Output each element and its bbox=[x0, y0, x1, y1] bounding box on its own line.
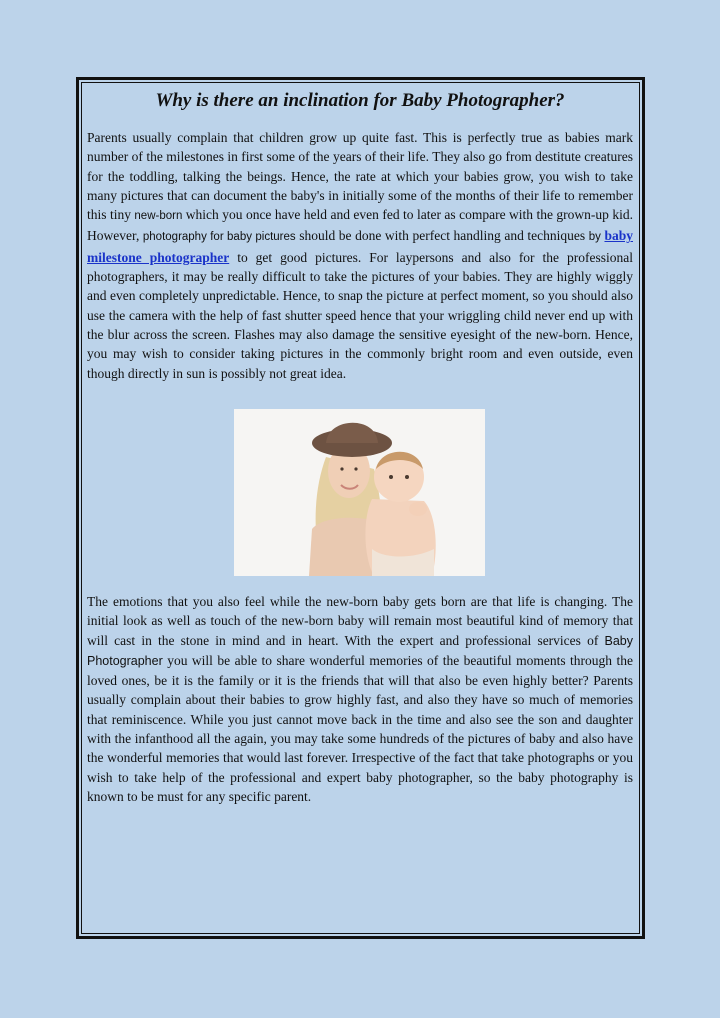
newborn-term: new-born bbox=[134, 210, 183, 223]
paragraph-2-text-b: you will be able to share wonderful memories of the beautiful moments through the loved ones, be it is the family or it is the friends that will that also be even highly better? Parents usually complain about their babies to grow highly fast, and also they have so much of memories that reminiscence. While you just cannot move back in the time and also see the son and daughter with the infanthood all the again, you may take some hundreds of the pictures of baby and also have the wonderful memories that would last forever. Irrespective of the fact that take photographs or you wish to take help of the professional and expert baby photographer, so the baby photography is known to be must for any specific parent. bbox=[87, 652, 633, 804]
paragraph-1-text-a: Parents usually complain that children grow up quite fast. This is perfectly true as babies mark number of the milestones in first some of the years of their life. They also go from destitute creatures for the toddling, talking the beings. Hence, the rate at which your babies grow, you wish to take many pictures that can document the baby's in initially some of the months of their life to remember this tiny bbox=[87, 130, 633, 223]
paragraph-1-text-d: to get good pictures. For laypersons and also for the professional photographers, it may be really difficult to take the pictures of your babies. They are highly wiggly and even completely unpredictable. Hence, to snap the picture at perfect moment, so you should also use the camera with the help of fast shutter speed hence that your wriggling child never end up with the blur across the screen. Flashes may also damage the sensitive eyesight of the new-born. Hence, you may wish to consider taking pictures in the commonly bright room and even outside, even though directly in sun is possibly not great idea. bbox=[87, 249, 633, 381]
mother-with-baby-photo bbox=[234, 409, 485, 576]
paragraph-2-text-a: The emotions that you also feel while the new-born baby gets born are that life is changing. The initial look as well as touch of the new-born baby will remain most beautiful kind of memory that will cast in the stone in mind and in heart. With the expert and professional services of bbox=[87, 594, 633, 648]
paragraph-1-text-b: which you once have held and even fed to later as compare with the grown-up kid. However, bbox=[87, 207, 633, 244]
paragraph-1 bbox=[87, 128, 633, 383]
page-title: Why is there an inclination for Baby Photographer? bbox=[155, 90, 565, 111]
by-word: by bbox=[588, 231, 601, 244]
photo-illustration bbox=[234, 409, 485, 576]
paragraph-2 bbox=[87, 592, 633, 806]
baby-milestone-photographer-link[interactable]: baby milestone photographer bbox=[87, 228, 633, 265]
paragraph-1-text-c: should be done with perfect handling and techniques bbox=[295, 228, 589, 244]
baby-photographer-term: Baby Photographer bbox=[87, 633, 633, 668]
photography-phrase: photography for baby pictures bbox=[142, 231, 296, 244]
